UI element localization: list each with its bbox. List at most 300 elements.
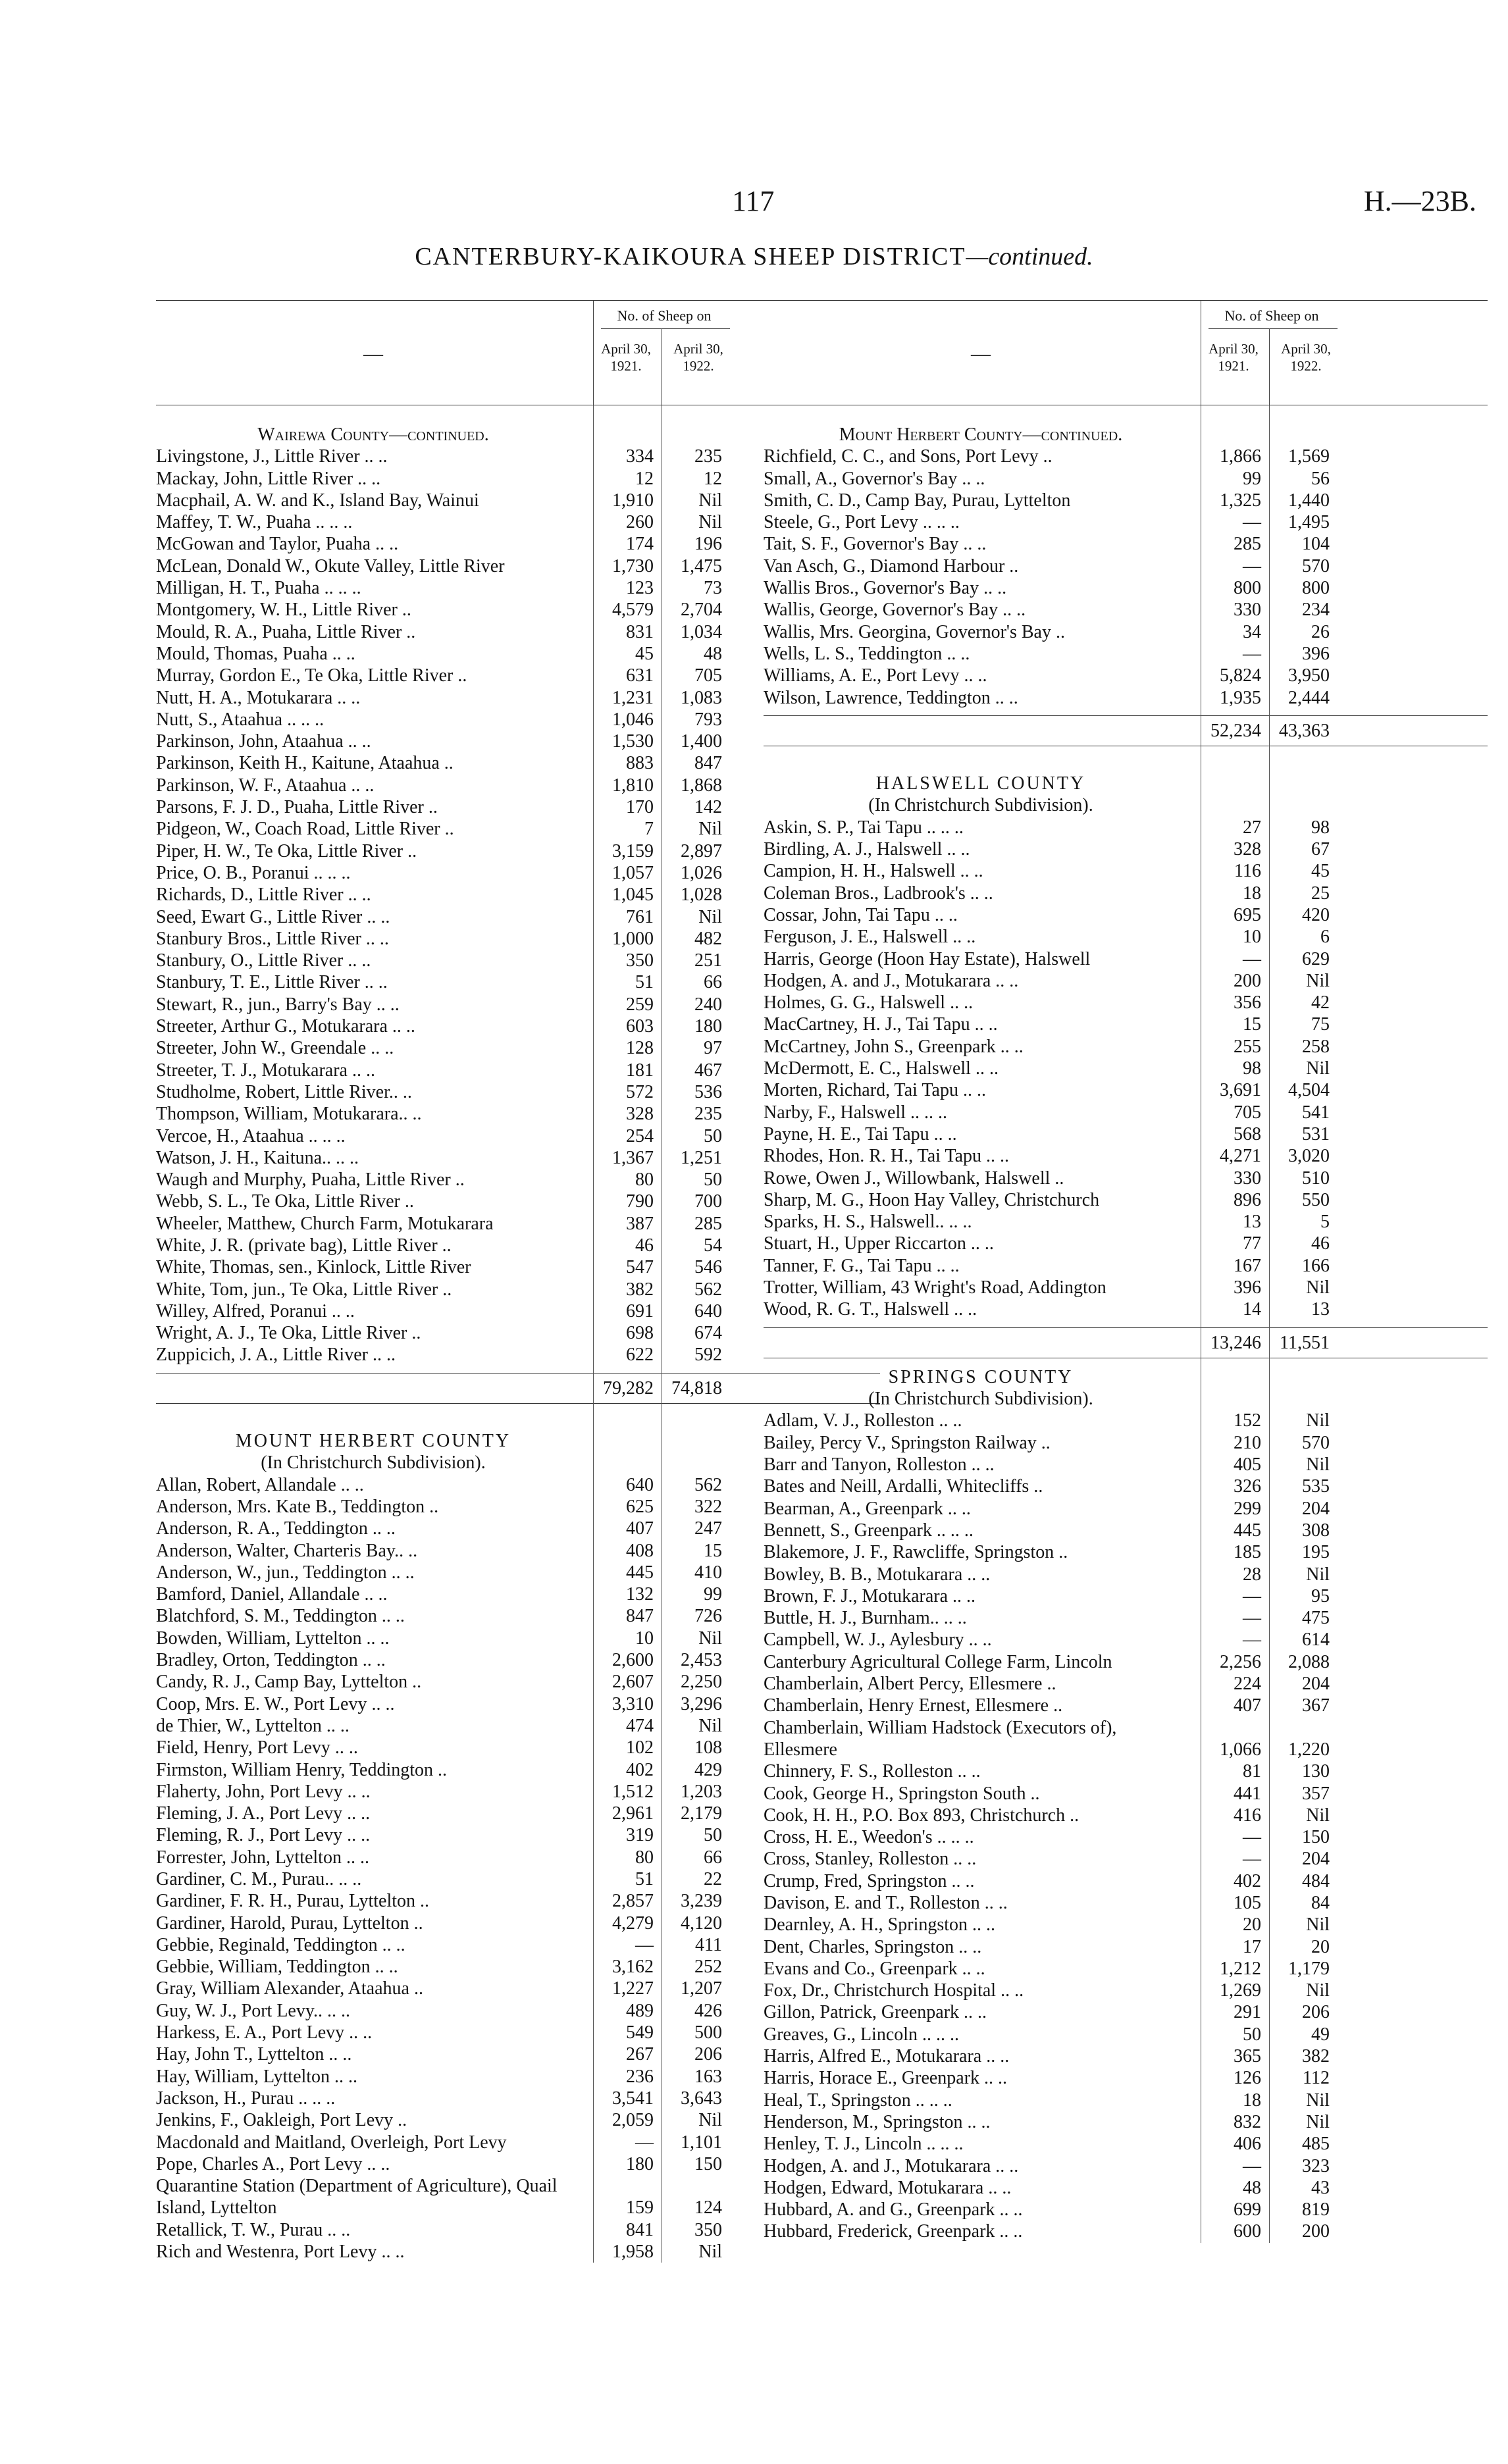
owner-name: Holmes, G. G., Halswell .. .. (764, 992, 974, 1014)
sheep-1922: 12 (704, 468, 722, 489)
owner-name: Bates and Neill, Ardalli, Whitecliffs .. (764, 1476, 1043, 1497)
sheep-1922: 235 (694, 446, 722, 467)
sheep-1921: 27 (1243, 817, 1261, 838)
sheep-1921: 1,810 (612, 775, 654, 796)
page-number: 117 (732, 185, 775, 217)
sheep-1921: 1,958 (612, 2242, 654, 2263)
table-row (764, 1826, 1488, 1848)
sheep-1921: 1,057 (612, 862, 654, 883)
owner-name: Wallis, Mrs. Georgina, Governor's Bay .. (764, 621, 1065, 642)
section-rows (764, 817, 1488, 1321)
total-1922: 11,551 (1280, 1332, 1330, 1353)
owner-name: Anderson, Mrs. Kate B., Teddington .. (156, 1496, 439, 1517)
owner-name: Parkinson, John, Ataahua .. .. (156, 731, 371, 752)
sheep-1921: 224 (1234, 1674, 1261, 1695)
sheep-1922: 234 (1302, 600, 1330, 621)
sheep-1922: 46 (1311, 1233, 1330, 1254)
sheep-1921: 2,607 (612, 1672, 654, 1693)
sheep-1921: 167 (1234, 1255, 1261, 1276)
table-row (764, 1958, 1488, 1980)
sheep-1922: 531 (1302, 1123, 1330, 1144)
sheep-1921: 330 (1234, 1168, 1261, 1189)
sheep-1921: 152 (1234, 1410, 1261, 1431)
sheep-1921: 2,059 (612, 2110, 654, 2131)
sheep-1922: 2,453 (681, 1650, 722, 1671)
sheep-1921: 402 (1234, 1870, 1261, 1891)
sheep-1921: 159 (626, 2197, 654, 2219)
owner-name: Bradley, Orton, Teddington .. .. (156, 1650, 386, 1671)
table-row (764, 838, 1488, 860)
sheep-1921: 260 (626, 512, 654, 533)
sheep-1921: 800 (1234, 578, 1261, 599)
owner-name: Chamberlain, William Hadstock (Executors of), Ellesmere (764, 1717, 1117, 1760)
sheep-1921: 1,325 (1220, 490, 1261, 511)
owner-name: Stuart, H., Upper Riccarton .. .. (764, 1233, 994, 1254)
owner-name: Mould, R. A., Puaha, Little River .. (156, 621, 416, 642)
owner-name: Mackay, John, Little River .. .. (156, 468, 381, 489)
sheep-1922: 84 (1311, 1893, 1330, 1913)
sheep-1922: 251 (694, 950, 722, 971)
sheep-1921: 18 (1243, 2090, 1261, 2111)
sheep-1922: 285 (694, 1213, 722, 1234)
sheep-1921: 105 (1234, 1893, 1261, 1913)
table-row (764, 1848, 1488, 1870)
table-row (764, 1607, 1488, 1629)
sheep-1921: 356 (1234, 992, 1261, 1014)
sheep-1921: 3,159 (612, 840, 654, 861)
sheep-1922: Nil (1306, 1058, 1330, 1079)
sheep-1922: 4,120 (681, 1912, 722, 1934)
sheep-1922: 640 (694, 1300, 722, 1322)
owner-name: Dearnley, A. H., Springston .. .. (764, 1914, 996, 1936)
section-total (764, 1327, 1488, 1358)
sheep-1922: 1,220 (1288, 1739, 1330, 1760)
owner-name: Wood, R. G. T., Halswell .. .. (764, 1299, 977, 1320)
sheep-1922: 124 (694, 2197, 722, 2219)
sheep-1922: 367 (1302, 1695, 1330, 1716)
owner-name: Hodgen, Edward, Motukarara .. .. (764, 2177, 1012, 2198)
sheep-1921: 832 (1234, 2111, 1261, 2132)
sheep-1921: 174 (626, 534, 654, 555)
sheep-1922: 66 (704, 972, 722, 993)
sheep-1921: 299 (1234, 1498, 1261, 1519)
sheep-1921: 255 (1234, 1036, 1261, 1057)
sheep-1921: 48 (1243, 2177, 1261, 2198)
table-row (764, 1914, 1488, 1936)
header-date-1921: April 30, 1921. (601, 341, 651, 374)
table-row (764, 1168, 1488, 1189)
sheep-1922: 206 (1302, 2002, 1330, 2023)
sheep-1921: 185 (1234, 1542, 1261, 1563)
sheep-1922: 1,475 (681, 555, 722, 577)
sheep-1922: Nil (698, 906, 722, 927)
table-row (764, 1277, 1488, 1298)
table-row (764, 1870, 1488, 1892)
sheep-1921: 200 (1234, 970, 1261, 991)
owner-name: Willey, Alfred, Poranui .. .. (156, 1300, 355, 1322)
owner-name: Parsons, F. J. D., Puaha, Little River .. (156, 797, 438, 818)
sheep-1922: 67 (1311, 839, 1330, 860)
sheep-1922: 323 (1302, 2155, 1330, 2176)
sheep-1922: 536 (694, 1081, 722, 1102)
sheep-1922: 847 (694, 753, 722, 774)
sheep-1921: — (1243, 643, 1261, 664)
table-row (764, 1058, 1488, 1079)
owner-name: Stanbury, O., Little River .. .. (156, 950, 371, 971)
sheep-1921: 1,045 (612, 885, 654, 906)
sheep-1922: 48 (704, 643, 722, 664)
owner-name: Jenkins, F., Oakleigh, Port Levy .. (156, 2110, 407, 2131)
sheep-1921: 236 (626, 2066, 654, 2087)
sheep-1921: — (635, 1934, 654, 1955)
sheep-1921: 387 (626, 1213, 654, 1234)
sheep-1922: 1,083 (681, 687, 722, 708)
sheep-1921: 2,600 (612, 1650, 654, 1671)
sheep-1921: 350 (626, 950, 654, 971)
section-rows (764, 446, 1488, 709)
owner-name: Chamberlain, Albert Percy, Ellesmere .. (764, 1674, 1056, 1695)
sheep-1922: 5 (1320, 1212, 1330, 1233)
sheep-1921: 99 (1243, 468, 1261, 489)
sheep-1922: 45 (1311, 861, 1330, 882)
owner-name: McCartney, John S., Greenpark .. .. (764, 1036, 1024, 1057)
sheep-1921: 4,279 (612, 1912, 654, 1934)
sheep-1922: 3,296 (681, 1693, 722, 1714)
owner-name: Henley, T. J., Lincoln .. .. .. (764, 2134, 964, 2155)
sheep-1921: 126 (1234, 2068, 1261, 2089)
header-dash: — (363, 343, 383, 365)
owner-name: MacCartney, H. J., Tai Tapu .. .. (764, 1014, 998, 1035)
sheep-1922: Nil (698, 512, 722, 533)
sheep-1921: 1,066 (1220, 1739, 1261, 1760)
owner-name: Bowden, William, Lyttelton .. .. (156, 1628, 390, 1649)
sheep-1922: 426 (694, 2000, 722, 2021)
sheep-1921: 10 (1243, 927, 1261, 948)
table-row (764, 1233, 1488, 1254)
sheep-1922: 411 (695, 1934, 722, 1955)
sheep-1922: Nil (698, 490, 722, 511)
sheep-1921: — (1243, 555, 1261, 577)
owner-name: Hay, John T., Lyttelton .. .. (156, 2044, 352, 2065)
table-row (764, 1783, 1488, 1805)
sheep-1921: 330 (1234, 600, 1261, 621)
owner-name: Small, A., Governor's Bay .. .. (764, 468, 985, 489)
sheep-1921: 568 (1234, 1123, 1261, 1144)
owner-name: Hubbard, A. and G., Greenpark .. .. (764, 2199, 1023, 2220)
sheep-1922: 6 (1320, 927, 1330, 948)
sheep-1921: 2,857 (612, 1891, 654, 1912)
table-row (764, 1189, 1488, 1211)
owner-name: Anderson, W., jun., Teddington .. .. (156, 1562, 415, 1583)
sheep-1922: 204 (1302, 1674, 1330, 1695)
sheep-1921: — (1243, 1585, 1261, 1606)
sheep-1922: 2,704 (681, 600, 722, 621)
sheep-1921: 3,162 (612, 1957, 654, 1978)
sheep-1921: 1,000 (612, 928, 654, 949)
table-row (764, 1410, 1488, 1431)
owner-name: Heal, T., Springston .. .. .. (764, 2090, 952, 2111)
sheep-1921: 15 (1243, 1014, 1261, 1035)
sheep-1922: 73 (704, 578, 722, 599)
sheep-1922: 20 (1311, 1936, 1330, 1957)
sheep-1922: 484 (1302, 1870, 1330, 1891)
table-row (764, 948, 1488, 970)
sheep-1922: 130 (1302, 1761, 1330, 1782)
sheep-1922: 614 (1302, 1630, 1330, 1651)
sheep-1922: 1,495 (1288, 512, 1330, 533)
owner-name: Birdling, A. J., Halswell .. .. (764, 839, 970, 860)
sheep-1922: 429 (694, 1759, 722, 1780)
section-subheading: (In Christchurch Subdivision). (868, 795, 1093, 816)
owner-name: Milligan, H. T., Puaha .. .. .. (156, 578, 361, 599)
owner-name: Thompson, William, Motukarara.. .. (156, 1104, 422, 1125)
owner-name: Morten, Richard, Tai Tapu .. .. (764, 1080, 986, 1101)
sheep-1921: 328 (1234, 839, 1261, 860)
sheep-1921: 396 (1234, 1277, 1261, 1298)
owner-name: Allan, Robert, Allandale .. .. (156, 1474, 364, 1495)
owner-name: Adlam, V. J., Rolleston .. .. (764, 1410, 962, 1431)
section-subheading: (In Christchurch Subdivision). (261, 1452, 486, 1474)
sheep-1922: 308 (1302, 1520, 1330, 1541)
sheep-1921: 20 (1243, 1914, 1261, 1936)
sheep-1921: 128 (626, 1038, 654, 1059)
section-heading: HALSWELL COUNTY (875, 773, 1086, 794)
table-row (764, 643, 1488, 665)
sheep-1922: 108 (694, 1737, 722, 1758)
owner-name: Firmston, William Henry, Teddington .. (156, 1759, 448, 1780)
sheep-1922: 26 (1311, 621, 1330, 642)
sheep-1922: 1,034 (681, 621, 722, 642)
owner-name: Cossar, John, Tai Tapu .. .. (764, 904, 958, 925)
sheep-1921: 1,730 (612, 555, 654, 577)
sheep-1922: 467 (694, 1060, 722, 1081)
sheep-1922: 2,897 (681, 840, 722, 861)
table-row (764, 904, 1488, 926)
owner-name: Cross, H. E., Weedon's .. .. .. (764, 1827, 974, 1848)
owner-name: Studholme, Robert, Little River.. .. (156, 1081, 412, 1102)
sheep-1921: 291 (1234, 2002, 1261, 2023)
sheep-1922: 700 (694, 1191, 722, 1212)
sheep-1921: — (1243, 1827, 1261, 1848)
header-dash: — (971, 343, 991, 365)
sheep-1922: 75 (1311, 1014, 1330, 1035)
sheep-1921: 10 (635, 1628, 654, 1649)
table-row (764, 1695, 1488, 1716)
sheep-1921: 81 (1243, 1761, 1261, 1782)
table-row (764, 883, 1488, 904)
table-row (764, 2133, 1488, 2155)
sheep-1922: 15 (704, 1540, 722, 1561)
sheep-1922: 1,028 (681, 885, 722, 906)
sheep-1922: 1,440 (1288, 490, 1330, 511)
owner-name: Rhodes, Hon. R. H., Tai Tapu .. .. (764, 1146, 1010, 1167)
sheep-1921: 705 (1234, 1102, 1261, 1123)
sheep-1922: 793 (694, 709, 722, 730)
owner-name: Harris, George (Hoon Hay Estate), Halswell (764, 948, 1091, 969)
sheep-1921: 14 (1243, 1299, 1261, 1320)
total-1921: 79,282 (603, 1377, 654, 1399)
owner-name: Rich and Westenra, Port Levy .. .. (156, 2242, 405, 2263)
sheep-1921: 761 (626, 906, 654, 927)
table-row (764, 468, 1488, 490)
owner-name: Chinnery, F. S., Rolleston .. .. (764, 1761, 981, 1782)
sheep-1922: 240 (694, 994, 722, 1015)
owner-name: Quarantine Station (Department of Agriculture), Quail Island, Lyttelton (156, 2176, 558, 2219)
owner-name: Bailey, Percy V., Springston Railway .. (764, 1432, 1051, 1453)
owner-name: Piper, H. W., Te Oka, Little River .. (156, 840, 417, 861)
sheep-1922: 258 (1302, 1036, 1330, 1057)
sheep-1921: 123 (626, 578, 654, 599)
table-row (764, 1123, 1488, 1145)
sheep-1921: 50 (1243, 2024, 1261, 2045)
sheep-1922: 819 (1302, 2199, 1330, 2220)
sheep-1922: 1,251 (681, 1147, 722, 1168)
sheep-1922: Nil (1306, 1410, 1330, 1431)
sheep-1922: 112 (1303, 2068, 1330, 2089)
sheep-1922: 1,868 (681, 775, 722, 796)
sheep-1922: 166 (1302, 1255, 1330, 1276)
owner-name: Narby, F., Halswell .. .. .. (764, 1102, 948, 1123)
sheep-1922: 396 (1302, 643, 1330, 664)
sheep-1922: Nil (1306, 1454, 1330, 1476)
owner-name: Cook, H. H., P.O. Box 893, Christchurch .. (764, 1805, 1079, 1826)
table-row (764, 665, 1488, 686)
owner-name: Canterbury Agricultural College Farm, Lincoln (764, 1651, 1112, 1672)
sheep-1921: 1,367 (612, 1147, 654, 1168)
owner-name: Streeter, Arthur G., Motukarara .. .. (156, 1016, 415, 1037)
table-row (764, 1564, 1488, 1585)
sheep-1922: 42 (1311, 992, 1330, 1014)
sheep-1921: 17 (1243, 1936, 1261, 1957)
sheep-1921: 45 (635, 643, 654, 664)
table-row (764, 1651, 1488, 1673)
sheep-1922: 200 (1302, 2221, 1330, 2242)
sheep-1921: 445 (626, 1562, 654, 1583)
sheep-1921: 34 (1243, 621, 1261, 642)
sheep-1922: 3,643 (681, 2088, 722, 2109)
sheep-1922: 546 (694, 1257, 722, 1278)
sheep-1922: 485 (1302, 2134, 1330, 2155)
sheep-1922: 482 (694, 928, 722, 949)
owner-name: Blatchford, S. M., Teddington .. .. (156, 1606, 405, 1627)
sheep-1921: 883 (626, 753, 654, 774)
sheep-1922: 98 (1311, 817, 1330, 838)
owner-name: Tanner, F. G., Tai Tapu .. .. (764, 1255, 960, 1276)
sheep-1921: 631 (626, 665, 654, 686)
sheep-1921: 1,231 (612, 687, 654, 708)
table-row (764, 860, 1488, 882)
table-row (764, 1432, 1488, 1454)
sheep-1922: 550 (1302, 1189, 1330, 1210)
sheep-1921: 80 (635, 1169, 654, 1191)
sheep-1921: 445 (1234, 1520, 1261, 1541)
sheep-1922: 357 (1302, 1783, 1330, 1804)
sheep-1921: 1,269 (1220, 1980, 1261, 2001)
owner-name: Pidgeon, W., Coach Road, Little River .. (156, 819, 454, 840)
sheep-1922: 252 (694, 1957, 722, 1978)
header-date-1922: April 30, 1922. (673, 341, 723, 374)
sheep-1922: 382 (1302, 2046, 1330, 2067)
owner-name: Williams, A. E., Port Levy .. .. (764, 665, 987, 686)
table-row (764, 446, 1488, 467)
sheep-1922: Nil (1306, 970, 1330, 991)
sheep-1921: 847 (626, 1606, 654, 1627)
sheep-1921: 80 (635, 1847, 654, 1868)
table-row (156, 2241, 880, 2263)
owner-name: Greaves, G., Lincoln .. .. .. (764, 2024, 960, 2045)
owner-name: Watson, J. H., Kaituna.. .. .. (156, 1147, 359, 1168)
sheep-1921: 474 (626, 1715, 654, 1736)
total-1922: 74,818 (671, 1377, 722, 1399)
section-heading: Wairewa County—continued. (257, 424, 489, 445)
owner-name: Parkinson, W. F., Ataahua .. .. (156, 775, 375, 796)
sheep-1922: 104 (1302, 534, 1330, 555)
sheep-1922: 535 (1302, 1476, 1330, 1497)
sheep-1921: — (1243, 1630, 1261, 1651)
sheep-1921: 46 (635, 1235, 654, 1256)
sheep-1921: 51 (635, 1869, 654, 1889)
owner-name: White, J. R. (private bag), Little River .. (156, 1235, 452, 1256)
owner-name: Vercoe, H., Ataahua .. .. .. (156, 1125, 346, 1146)
owner-name: Wallis Bros., Governor's Bay .. .. (764, 578, 1007, 599)
owner-name: Gardiner, Harold, Purau, Lyttelton .. (156, 1912, 423, 1934)
owner-name: Coop, Mrs. E. W., Port Levy .. .. (156, 1693, 395, 1714)
sheep-1921: 405 (1234, 1454, 1261, 1476)
owner-name: Sharp, M. G., Hoon Hay Valley, Christchurch (764, 1189, 1100, 1210)
owner-name: Macphail, A. W. and K., Island Bay, Wainui (156, 490, 479, 511)
sheep-1922: 150 (1302, 1827, 1330, 1848)
sheep-1921: 489 (626, 2000, 654, 2021)
owner-name: Anderson, R. A., Teddington .. .. (156, 1518, 396, 1539)
section-total (764, 715, 1488, 746)
sheep-1922: 195 (1302, 1542, 1330, 1563)
sheep-1921: 319 (626, 1825, 654, 1846)
table-row (764, 1541, 1488, 1563)
table-row (764, 1255, 1488, 1277)
header-no-of-sheep: No. of Sheep on (617, 307, 712, 324)
sheep-1922: 204 (1302, 1498, 1330, 1519)
sheep-1922: Nil (1306, 1805, 1330, 1826)
sheep-1921: 625 (626, 1496, 654, 1517)
sheep-1922: Nil (698, 2110, 722, 2131)
owner-name: Richards, D., Little River .. .. (156, 885, 371, 906)
sheep-1921: 1,530 (612, 731, 654, 752)
sheep-1922: 4,504 (1288, 1080, 1330, 1101)
sheep-1922: 800 (1302, 578, 1330, 599)
sheep-1922: 2,088 (1288, 1651, 1330, 1672)
table-row (764, 1211, 1488, 1233)
owner-name: Murray, Gordon E., Te Oka, Little River .. (156, 665, 467, 686)
owner-name: Montgomery, W. H., Little River .. (156, 600, 411, 621)
owner-name: Mould, Thomas, Puaha .. .. (156, 643, 355, 664)
sheep-1922: 247 (694, 1518, 722, 1539)
sheep-1921: 402 (626, 1759, 654, 1780)
owner-name: Barr and Tanyon, Rolleston .. .. (764, 1454, 995, 1476)
owner-name: Gebbie, Reginald, Teddington .. .. (156, 1934, 405, 1955)
owner-name: Smith, C. D., Camp Bay, Purau, Lyttelton (764, 490, 1071, 511)
sheep-1921: 698 (626, 1323, 654, 1344)
owner-name: Bamford, Daniel, Allandale .. .. (156, 1584, 388, 1605)
table-row (764, 1298, 1488, 1320)
table-row (764, 555, 1488, 577)
table-row (764, 2090, 1488, 2111)
table-row (764, 621, 1488, 643)
owner-name: Dent, Charles, Springston .. .. (764, 1936, 982, 1957)
sheep-1921: 259 (626, 994, 654, 1015)
sheep-1922: 50 (704, 1125, 722, 1146)
owner-name: Bennett, S., Greenpark .. .. .. (764, 1520, 974, 1541)
sheep-1922: Nil (698, 819, 722, 840)
